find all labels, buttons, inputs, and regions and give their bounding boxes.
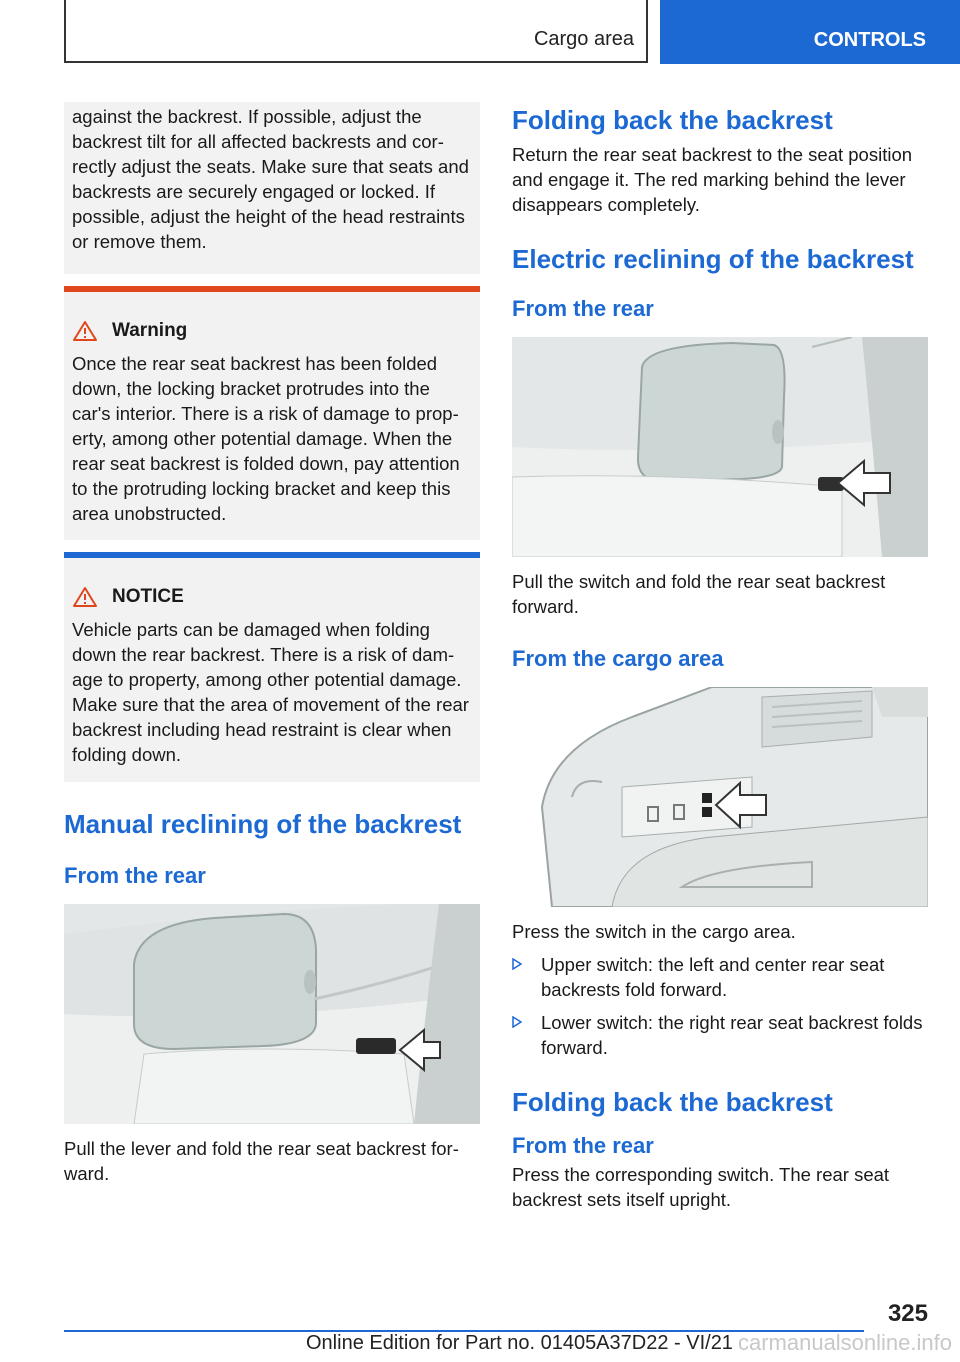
folding-back-heading-2: Folding back the backrest — [512, 1087, 833, 1117]
rear-switch-illustration — [512, 337, 928, 557]
intro-text: against the backrest. If possible, adjust the backrest tilt for all affected backrests and correctly adjust the seats. Make sure that seats and backrests are securely engaged or locked. If possible, adjust the height of the head restraints or remove them. — [72, 106, 469, 252]
manual-caption: Pull the lever and fold the rear seat backrest forward. — [64, 1138, 459, 1184]
page-number: 325 — [887, 1300, 928, 1327]
notice-text: Vehicle parts can be damaged when folding down the rear backrest. There is a risk of damage to property, among other potential damage. Make sure that the area of movement of the rear backrest including head restraint is clear when folding down. — [72, 619, 469, 765]
list-item — [512, 952, 928, 1002]
notice-box — [64, 558, 480, 782]
folding-back-text-1: Return the rear seat backrest to the seat position and engage it. The red marking behind the lever disappears completely. — [512, 144, 913, 215]
rear-switch-photo — [512, 337, 928, 557]
continued-text-box — [64, 102, 480, 274]
folding-back-from-rear-heading: From the rear — [512, 1133, 654, 1158]
notice-title: NOTICE — [112, 586, 184, 607]
notice-title-row — [72, 584, 472, 609]
manual-lever-illustration — [64, 904, 480, 1124]
folding-back-text-2: Press the corresponding switch. The rear seat backrest sets itself upright. — [512, 1164, 890, 1210]
left-column — [64, 102, 480, 1186]
section-title: Cargo area — [533, 28, 634, 50]
rear-switch-caption: Pull the switch and fold the rear seat backrest forward. — [512, 571, 886, 617]
manual-reclining-heading: Manual reclining of the backrest — [64, 809, 462, 839]
warning-title-row — [72, 318, 472, 343]
manual-lever-photo — [64, 904, 480, 1124]
warning-box — [64, 292, 480, 540]
cargo-area-heading: From the cargo area — [512, 646, 724, 671]
chapter-tab: CONTROLS — [660, 0, 960, 64]
cargo-switch-caption: Press the switch in the cargo area. — [512, 921, 796, 942]
list-item — [512, 1010, 928, 1060]
cargo-switch-photo — [512, 687, 928, 907]
notice-triangle-icon — [72, 586, 98, 608]
switch-bullet-list — [512, 952, 928, 1060]
right-column — [512, 102, 928, 1212]
bullet-triangle-icon — [512, 1016, 522, 1028]
bullet-text: Lower switch: the right rear seat backrest folds forward. — [541, 1012, 923, 1058]
electric-from-rear-heading: From the rear — [512, 296, 654, 321]
folding-back-heading-1: Folding back the backrest — [512, 105, 833, 135]
bullet-text: Upper switch: the left and center rear seat backrests fold forward. — [541, 954, 885, 1000]
cargo-switch-illustration — [512, 687, 928, 907]
electric-reclining-heading: Electric reclining of the backrest — [512, 244, 914, 274]
bullet-triangle-icon — [512, 958, 522, 970]
warning-title: Warning — [112, 320, 188, 341]
watermark-text: carmanualsonline.info — [737, 1330, 952, 1355]
warning-text: Once the rear seat backrest has been folded down, the locking bracket protrudes into the car's interior. There is a risk of damage to property, among other potential damage. When the rear seat backrest is folded down, pay attention to the protruding locking bracket and keep this area unobstructed. — [72, 353, 460, 524]
manual-from-rear-heading: From the rear — [64, 863, 206, 888]
warning-triangle-icon — [72, 320, 98, 342]
edition-text: Online Edition for Part no. 01405A37D22 - VI/21 — [306, 1332, 733, 1354]
